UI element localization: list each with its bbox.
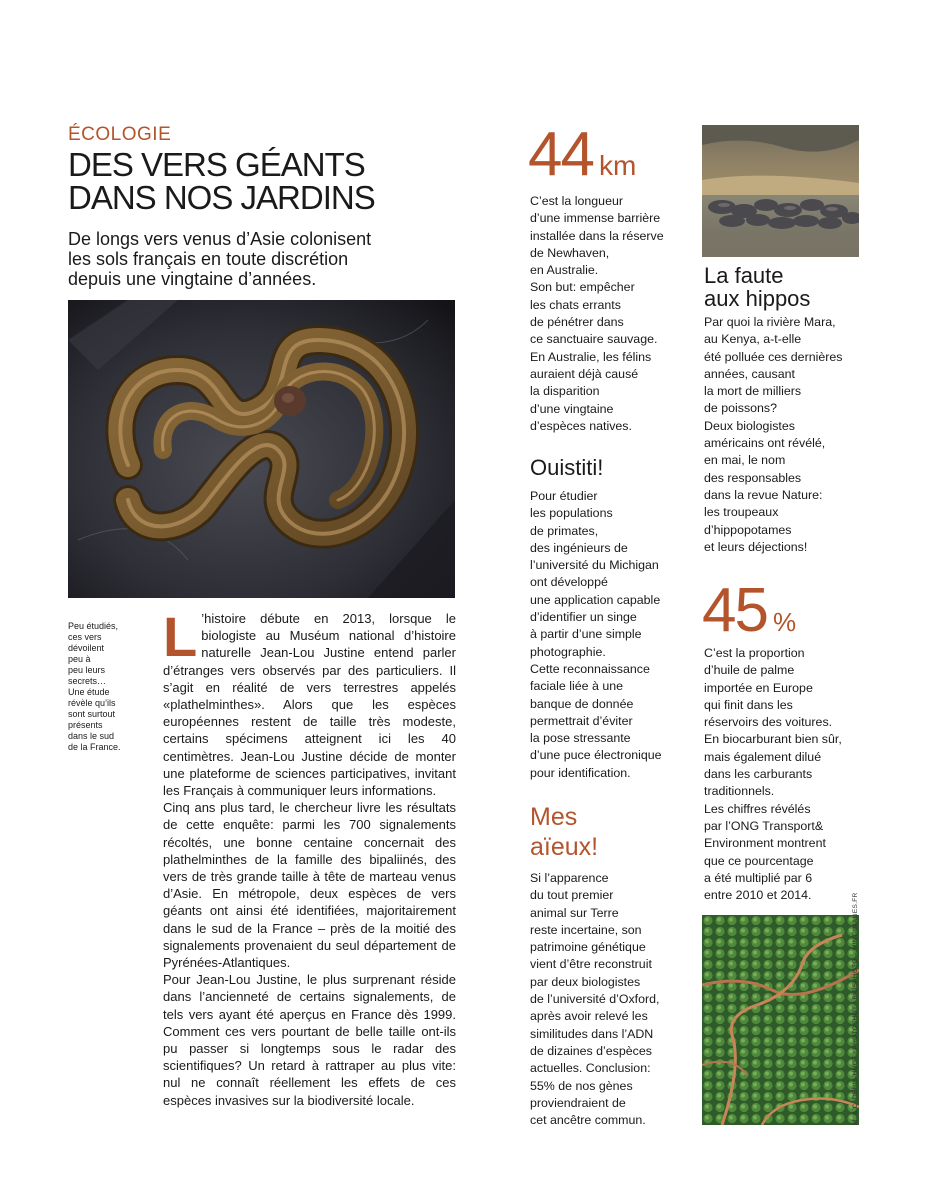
text-line: actuelles. Conclusion: — [530, 1061, 651, 1076]
text-line: dans les carburants — [704, 767, 813, 782]
text-line: la pose stressante — [530, 731, 631, 746]
caption-line: ces vers — [68, 632, 102, 642]
text-line: de poissons? — [704, 401, 778, 416]
article-headline — [68, 148, 375, 214]
text-line: une application capable — [530, 592, 661, 607]
article-body — [163, 605, 456, 1109]
text-line: qui finit dans les — [704, 697, 793, 712]
caption-line: peu à — [68, 654, 91, 664]
text-line: patrimoine génétique — [530, 940, 646, 955]
text-line: au Kenya, a-t-elle — [704, 332, 802, 347]
text-line: En biocarburant bien sûr, — [704, 732, 842, 747]
text-line: Si l’apparence — [530, 871, 609, 885]
text-line: d’identifier un singe — [530, 610, 637, 625]
text-line: installée dans la réserve — [530, 228, 664, 243]
text-line: que ce pourcentage — [704, 853, 814, 868]
caption-line: sont surtout — [68, 709, 116, 719]
text-line: cet ancêtre commun. — [530, 1113, 646, 1128]
caption-line: de la France. — [68, 742, 121, 752]
caption-line: présents — [68, 720, 103, 730]
caption-line: peu leurs — [68, 665, 106, 675]
stat-unit: % — [772, 607, 797, 637]
text-line: de pénétrer dans — [530, 315, 624, 330]
text-line: des responsables — [704, 470, 802, 485]
text-line: a été multiplié par 6 — [704, 870, 813, 885]
text-line: par l’ONG Transport& — [704, 818, 824, 833]
stat-number: 44 — [528, 120, 593, 189]
text-line: de primates, — [530, 523, 599, 538]
text-line: photographie. — [530, 644, 606, 659]
heading-line: Mes — [530, 803, 578, 831]
aieux-heading — [530, 802, 598, 862]
heading-line: La faute — [704, 263, 784, 288]
article-paragraph — [163, 605, 456, 799]
palm-plantation-photo — [702, 915, 859, 1125]
text-line: d’une immense barrière — [530, 211, 661, 226]
heading-line: aux hippos — [704, 286, 811, 311]
article-paragraph: Cinq ans plus tard, le chercheur livre les résultats de cette enquête: parmi les 700 signalements récoltés, une bonne centaine concernait des plathelminthes de la famille des bipaliinés, des vers de très grande taille à tête de marteau venus d’Asie. En métropole, deux espèces de vers géants ont ainsi été identifiées, majoritairement dans le sud de la France – près de la moitié des signalements provenaient du seul département de Pyrénées-Atlantiques. — [163, 800, 456, 971]
article-standfirst — [68, 229, 398, 289]
text-line: la disparition — [530, 384, 600, 399]
text-line: Son but: empêcher — [530, 280, 635, 295]
text-line: similitudes dans l’ADN — [530, 1026, 654, 1041]
standfirst-line: De longs vers venus d’Asie colonisent — [68, 229, 372, 249]
hippos-photo — [702, 125, 859, 257]
text-line: d’hippopotames — [704, 522, 792, 537]
text-line: Cette reconnaissance — [530, 661, 650, 676]
aieux-text — [530, 870, 659, 1129]
text-line: banque de donnée — [530, 696, 634, 711]
text-line: ont développé — [530, 575, 608, 590]
text-line: de dizaines d’espèces — [530, 1043, 652, 1058]
caption-line: dans le sud — [68, 731, 115, 741]
stat-44km — [528, 120, 637, 197]
text-line: entre 2010 et 2014. — [704, 888, 812, 903]
ouistiti-heading: Ouistiti! — [530, 455, 604, 480]
text-line: par deux biologistes — [530, 974, 641, 989]
text-line: d’huile de palme — [704, 663, 795, 678]
caption-line: dévoilent — [68, 643, 105, 653]
text-line: en Australie. — [530, 263, 599, 278]
text-line: été polluée ces dernières — [704, 349, 843, 364]
article-paragraph: Pour Jean-Lou Justine, le plus surprenant réside dans l’ancienneté de certains signalements, de tels vers ayant été aperçus en France dès 1999. Comment ces vers pourtant de belle taille ont-ils pu passer si longtemps sous le radar des scientifiques? Un retard à rattraper au plus vite: nul ne connaît réellement les effets de ces espèces invasives sur la biodiversité locale. — [163, 972, 456, 1108]
text-line: pour identification. — [530, 765, 631, 780]
text-line: les populations — [530, 506, 613, 521]
text-line: Deux biologistes — [704, 418, 795, 433]
text-line: proviendraient de — [530, 1095, 626, 1110]
text-line: et leurs déjections! — [704, 539, 808, 554]
photo-credit: M. & C. DENIS-HUOT / PHOTOSHOT / BIOSPHOTO – MINT-IMAGES.FR — [852, 892, 859, 1125]
article-rubric: ÉCOLOGIE — [68, 124, 172, 145]
heading-line: aïeux! — [530, 833, 599, 861]
worm-photo — [68, 300, 455, 598]
text-line: les chats errants — [530, 297, 621, 312]
text-line: après avoir relevé les — [530, 1009, 648, 1024]
text-line: l’université du Michigan — [530, 558, 659, 573]
text-line: importée en Europe — [704, 680, 813, 695]
text-line: vient d’être reconstruit — [530, 957, 652, 972]
text-line: Les chiffres révélés — [704, 801, 811, 816]
text-line: la mort de milliers — [704, 384, 802, 399]
text-line: les troupeaux — [704, 505, 779, 520]
standfirst-line: depuis une vingtaine d’années. — [68, 269, 317, 289]
hippos-text — [704, 314, 842, 556]
caption-line: révèle qu’ils — [68, 698, 116, 708]
text-line: de l’université d’Oxford, — [530, 992, 660, 1007]
text-line: permettrait d’éviter — [530, 713, 633, 728]
text-line: Par quoi la rivière Mara, — [704, 315, 836, 329]
ouistiti-text — [530, 488, 662, 782]
text-line: Pour étudier — [530, 489, 598, 503]
text-line: à partir d’une simple — [530, 627, 642, 642]
text-line: 55% de nos gènes — [530, 1078, 633, 1093]
drop-cap: L — [163, 605, 198, 668]
text-line: Environment montrent — [704, 836, 826, 851]
text-line: C’est la longueur — [530, 194, 623, 208]
text-line: du tout premier — [530, 888, 614, 903]
text-line: mais également dilué — [704, 749, 822, 764]
text-line: C’est la proportion — [704, 646, 805, 660]
text-line: américains ont révélé, — [704, 436, 826, 451]
text-line: des ingénieurs de — [530, 540, 628, 555]
standfirst-line: les sols français en toute discrétion — [68, 249, 349, 269]
text-line: d’une puce électronique — [530, 748, 662, 763]
stat-45pct-text — [704, 645, 842, 904]
text-line: dans la revue Nature: — [704, 487, 823, 502]
text-line: années, causant — [704, 366, 795, 381]
text-line: En Australie, les félins — [530, 349, 652, 364]
text-line: en mai, le nom — [704, 453, 786, 468]
paragraph-text: ’histoire débute en 2013, lorsque le biologiste au Muséum national d’histoire naturelle Jean-Lou Justine entend parler d’étranges vers observés par des particuliers. Il s’agit en réalité de vers terrestres appelés «plathelminthes». Alors que les espèces européennes restent de taille très modeste, certains spécimens atteignent ici les 40 centimètres. Jean-Lou Justine décide de monter une plateforme de sciences participatives, invitant les Français à communiquer leurs informations. — [163, 611, 456, 799]
caption-line: Peu étudiés, — [68, 621, 119, 631]
photo-caption — [68, 621, 130, 753]
text-line: d’une vingtaine — [530, 401, 614, 416]
stat-44km-text — [530, 193, 664, 435]
text-line: traditionnels. — [704, 784, 775, 799]
caption-line: Une étude — [68, 687, 110, 697]
stat-45pct — [702, 576, 797, 653]
text-line: ce sanctuaire sauvage. — [530, 332, 658, 347]
hippos-heading — [704, 264, 810, 310]
stat-number: 45 — [702, 576, 767, 645]
text-line: de Newhaven, — [530, 245, 610, 260]
text-line: d’espèces natives. — [530, 418, 632, 433]
text-line: réservoirs des voitures. — [704, 715, 833, 730]
headline-line: DANS NOS JARDINS — [68, 179, 375, 216]
text-line: reste incertaine, son — [530, 922, 642, 937]
text-line: auraient déjà causé — [530, 366, 639, 381]
text-line: animal sur Terre — [530, 905, 619, 920]
stat-unit: km — [598, 150, 637, 181]
text-line: faciale liée à une — [530, 679, 623, 694]
caption-line: secrets… — [68, 676, 107, 686]
headline-line: DES VERS GÉANTS — [68, 146, 365, 183]
